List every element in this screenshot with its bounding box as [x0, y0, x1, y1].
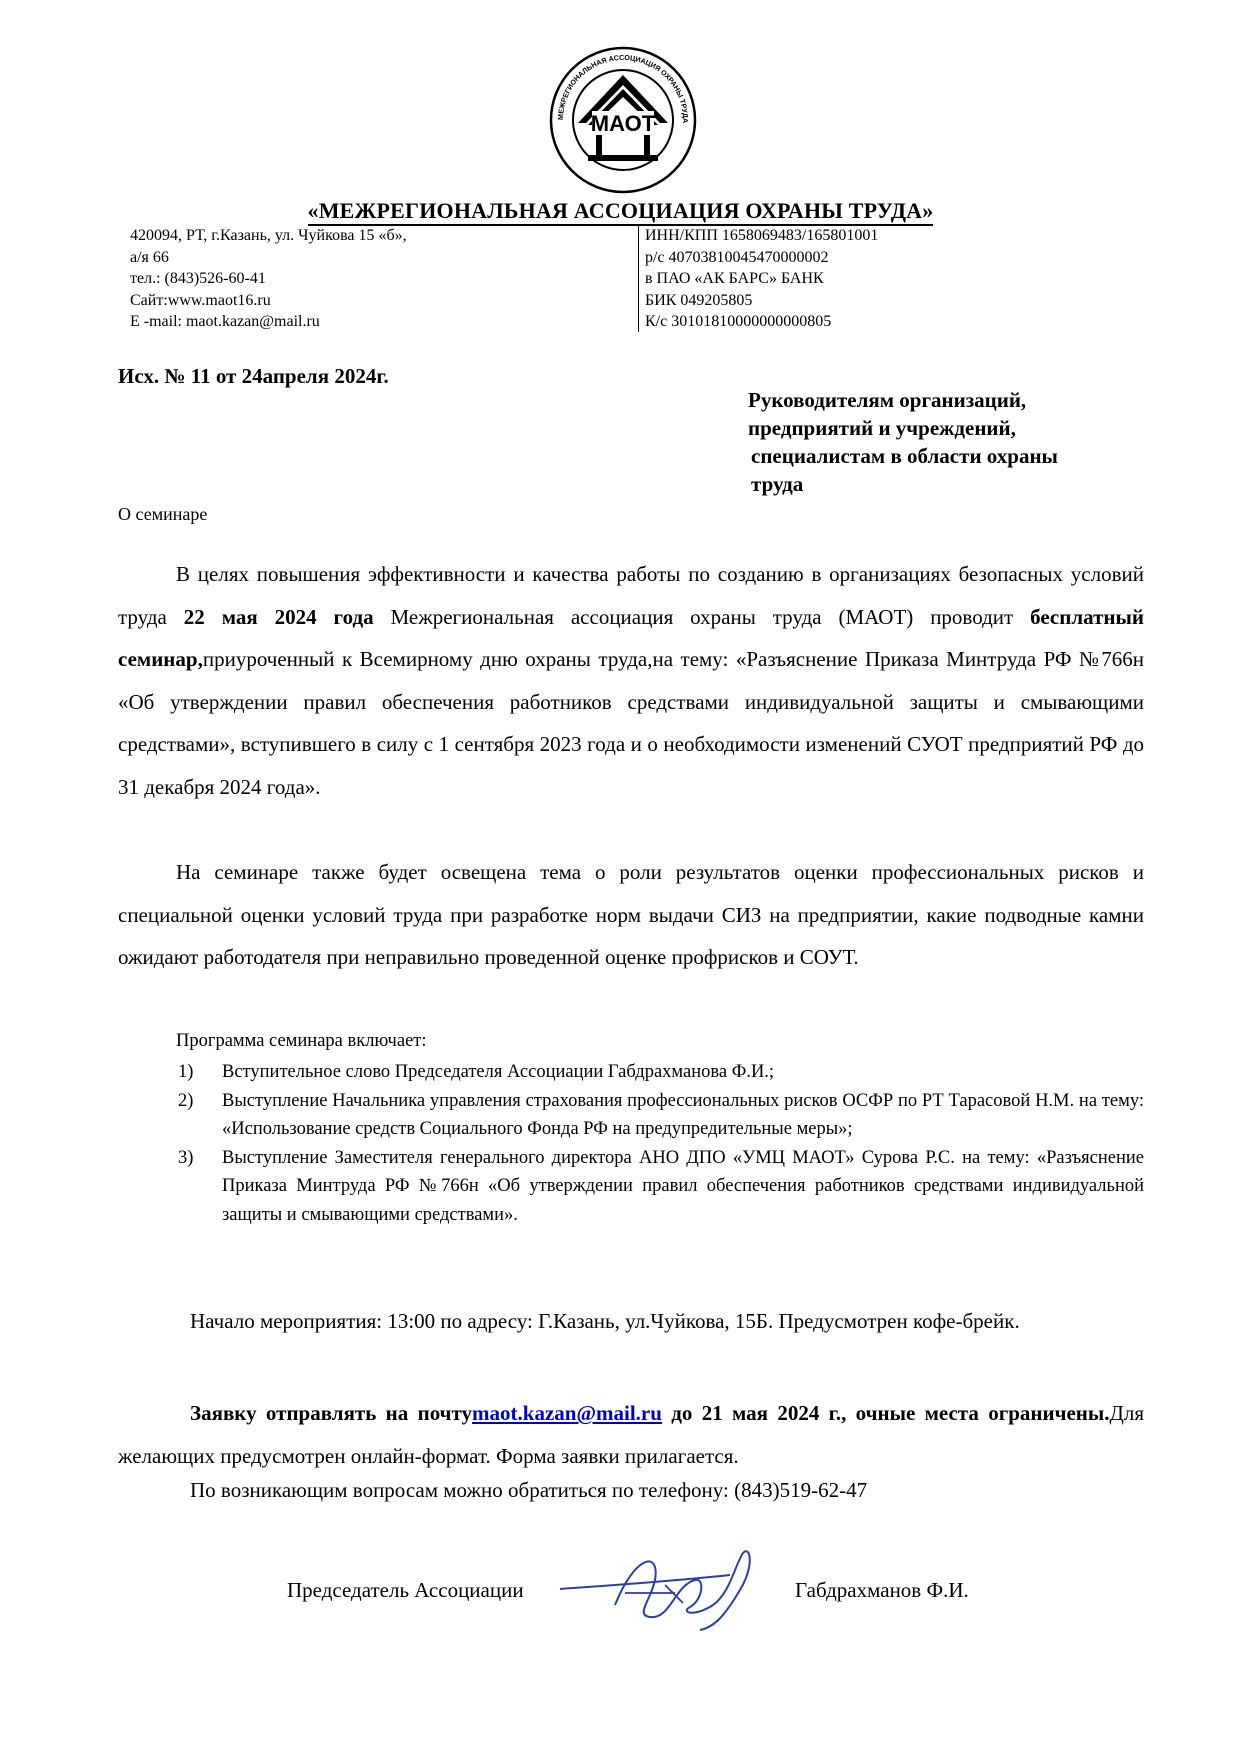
contact-site: Сайт:www.maot16.ru — [130, 291, 271, 309]
paragraph-contact-phone: По возникающим вопросам можно обратиться по телефону: (843)519-62-47 — [190, 1478, 868, 1502]
addressee-line: предприятий и учреждений, — [748, 416, 1016, 440]
bank-bik: БИК 049205805 — [645, 291, 753, 309]
list-item: 1) Вступительное слово Председателя Ассоциации Габдрахманова Ф.И.; — [178, 1062, 775, 1082]
header-divider — [638, 226, 639, 332]
email-link[interactable]: maot.kazan@mail.ru — [472, 1401, 662, 1425]
maot-logo — [548, 45, 698, 195]
outgoing-number: Исх. № 11 от 24апреля 2024г. — [118, 364, 389, 388]
addressee-line: Руководителям организаций, — [748, 388, 1027, 412]
bank-name: в ПАО «АК БАРС» БАНК — [645, 270, 824, 287]
paragraph-application: Заявку отправлять на почтуmaot.kazan@mail.ru до 21 мая 2024 г., очные места ограничены.Для желающих предусмотрен онлайн-формат. Форма заявки прилагается. — [118, 1401, 1144, 1468]
signatory-position: Председатель Ассоциации — [287, 1578, 524, 1602]
program-heading: Программа семинара включает: — [176, 1031, 427, 1051]
program-list — [118, 1058, 1144, 1229]
logo-ring-text: МЕЖРЕГИОНАЛЬНАЯ АССОЦИАЦИЯ ОХРАНЫ ТРУДА — [555, 52, 691, 124]
contact-email: E -mail: maot.kazan@mail.ru — [130, 313, 320, 330]
addressee-line: труда — [751, 472, 804, 496]
addressee-line: специалистам в области охраны — [751, 444, 1058, 468]
contact-address: 420094, РТ, г.Казань, ул. Чуйкова 15 «б», — [130, 227, 407, 244]
paragraph-topics: На семинаре также будет освещена тема о роли результатов оценки профессиональных рисков и специальной оценки условий труда при разработке норм выдачи СИЗ на предприятии, какие подводные камни ожидают работодателя при неправильно проведенной оценке профрисков и СОУТ. — [118, 860, 1144, 969]
addressee — [748, 386, 1058, 498]
paragraph-start-time: Начало мероприятия: 13:00 по адресу: Г.Казань, ул.Чуйкова, 15Б. Предусмотрен кофе-брейк. — [190, 1309, 1020, 1333]
contact-po-box: а/я 66 — [130, 248, 169, 266]
signatory-name: Габдрахманов Ф.И. — [795, 1578, 969, 1602]
contacts-right — [645, 225, 878, 333]
list-item: 2) Выступление Начальника управления страхования профессиональных рисков ОСФР по РТ Тарасовой Н.М. на тему: «Использование средств Социального Фонда РФ на предупредительные меры»; — [178, 1090, 1144, 1139]
list-item: 3) Выступление Заместителя генерального директора АНО ДПО «УМЦ МАОТ» Сурова Р.С. на тему: «Разъяснение Приказа Минтруда РФ №766н «Об утверждении правил обеспечения работников средствами индивидуальной защиты и смывающими средствами». — [178, 1147, 1144, 1225]
logo-text: МАОТ — [590, 111, 656, 136]
contact-phone: тел.: (843)526-60-41 — [130, 270, 266, 287]
free-seminar: бесплатный семинар, — [118, 604, 1144, 671]
seminar-date: 22 мая 2024 года — [183, 604, 374, 629]
bank-inn: ИНН/КПП 1658069483/165801001 — [645, 227, 879, 244]
signature — [555, 1545, 785, 1635]
letter-subject: О семинаре — [118, 504, 208, 524]
contacts-left — [130, 225, 407, 333]
bank-corr-account: К/с 30101810000000000805 — [645, 313, 832, 330]
bank-account: р/с 40703810045470000002 — [645, 248, 829, 266]
paragraph-intro: В целях повышения эффективности и качества работы по созданию в организациях безопасных условий труда 22 мая 2024 года Межрегиональная ассоциация охраны труда (МАОТ) проводит бесплатный семинар,приуроченный к Всемирному дню охраны труда,на тему: «Разъяснение Приказа Минтруда РФ №766н «Об утверждении правил обеспечения работников средствами индивидуальной защиты и смывающими средствами», вступившего в силу с 1 сентября 2023 года и о необходимости изменений СУОТ предприятий РФ до 31 декабря 2024 года». — [118, 562, 1144, 799]
organization-title: «МЕЖРЕГИОНАЛЬНАЯ АССОЦИАЦИЯ ОХРАНЫ ТРУДА» — [0, 198, 1241, 224]
